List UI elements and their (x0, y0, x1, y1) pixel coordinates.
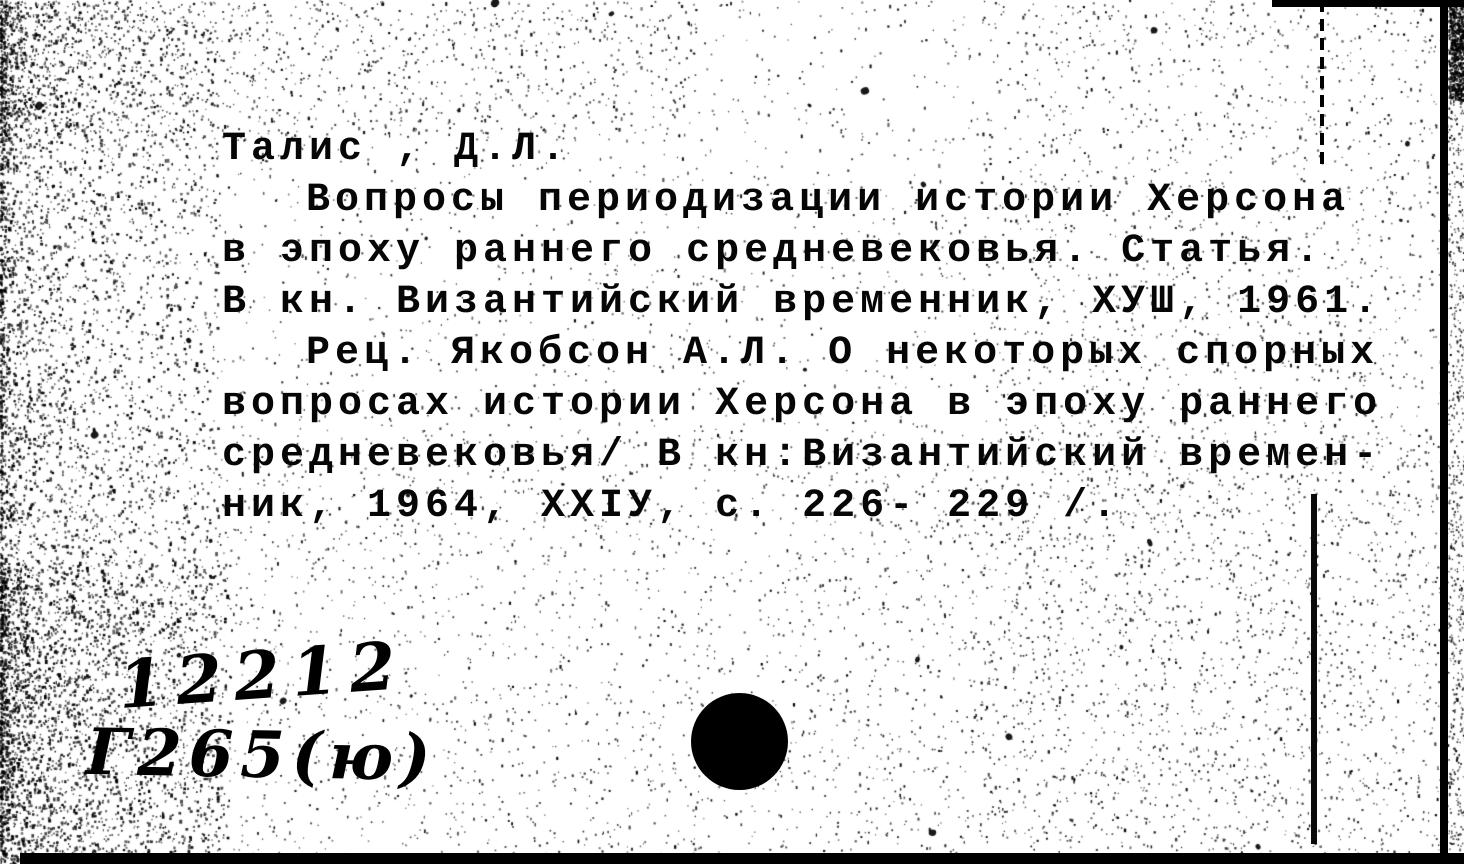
dashed-guide-line (1320, 0, 1324, 168)
typed-line-title-2: в эпоху раннего средневековья. Статья. (222, 229, 1325, 274)
typed-line-review-4: ник, 1964, ХХIУ, с. 226- 229 /. (222, 484, 1122, 529)
typed-line-title-1: Вопросы периодизации истории Херсона (306, 178, 1351, 223)
typed-line-review-3: средневековья/ В кн:Византийский времен- (222, 433, 1383, 478)
typed-line-source-1: В кн. Византийский временник, ХУШ, 1961. (222, 280, 1383, 325)
accession-number-handwritten: 12212 (115, 625, 410, 725)
author-line: Талис , Д.Л. (222, 127, 571, 172)
call-number-handwritten: Г265(ю) (85, 714, 439, 797)
scan-bottom-edge-bar (20, 853, 1464, 864)
typed-line-review-2: вопросах истории Херсона в эпоху раннего (222, 382, 1383, 427)
typed-line-review-1: Рец. Якобсон А.Л. О некоторых спорных (306, 331, 1380, 376)
card-right-edge-line (1440, 0, 1448, 858)
typed-text-block (222, 124, 1382, 532)
hole-punch-mark (691, 693, 788, 790)
scan-top-edge-bar (1272, 0, 1464, 7)
lower-margin-rule-line (1311, 494, 1317, 844)
